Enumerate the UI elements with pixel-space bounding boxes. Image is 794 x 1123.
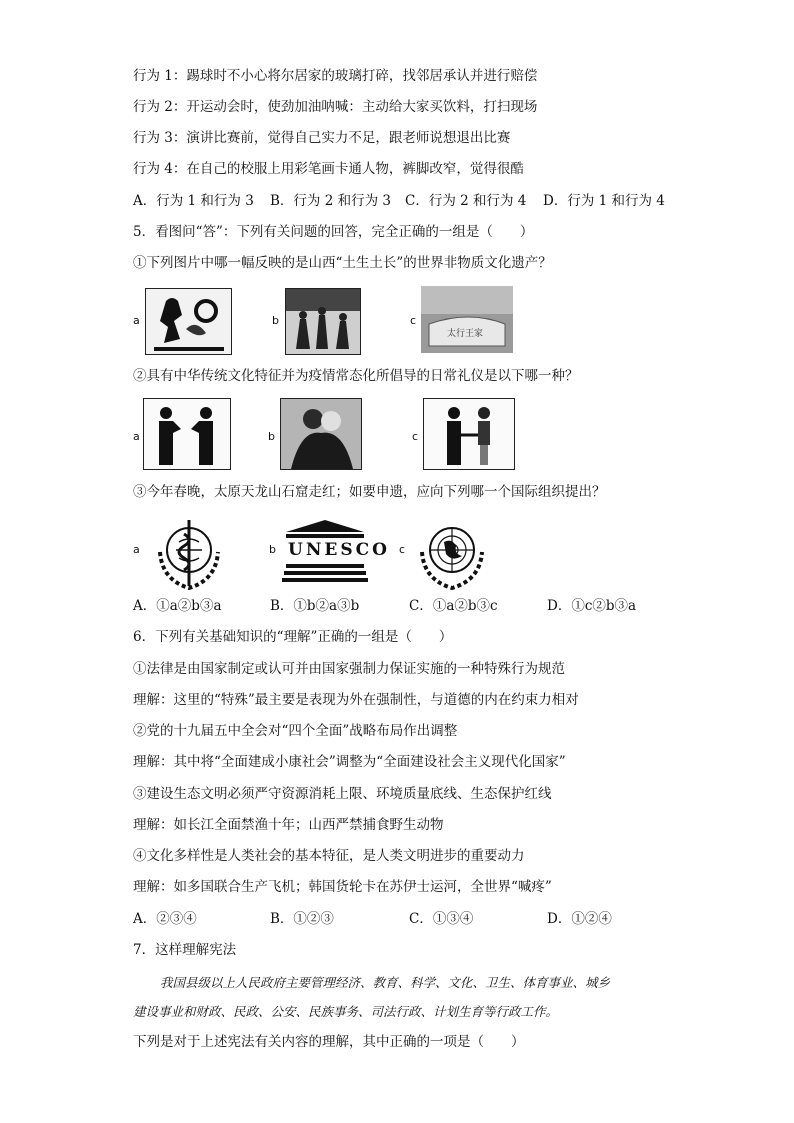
- q6-item4: ④文化多样性是人类社会的基本特征，是人类文明进步的重要动力: [133, 848, 525, 864]
- q5-sub3: ③今年春晚，太原天龙山石窟走红；如要申遗，应向下列哪一个国际组织提出？: [133, 484, 606, 500]
- q6-option-c[interactable]: C．①③④: [409, 911, 474, 927]
- q4-option-b[interactable]: B．行为 2 和行为 3: [270, 193, 391, 209]
- un-emblem-icon: [410, 512, 494, 594]
- unesco-wordmark: UNESCO: [288, 540, 390, 560]
- q7-question: 下列是对于上述宪法有关内容的理解，其中正确的一项是（ ）: [133, 1034, 525, 1050]
- q5-stem: 5．看图问“答”：下列有关问题的回答，完全正确的一组是（ ）: [133, 224, 534, 240]
- q5-sub1: ①下列图片中哪一幅反映的是山西“土生土长”的世界非物质文化遗产？: [133, 255, 552, 271]
- behavior-1: 行为 1：踢球时不小心将尔居家的玻璃打碎，找邻居承认并进行赔偿: [133, 68, 538, 84]
- performers-icon: [286, 289, 360, 354]
- img-label-c2: c: [412, 430, 419, 443]
- q6-item2-understanding: 理解：其中将“全面建成小康社会”调整为“全面建设社会主义现代化国家”: [133, 754, 566, 770]
- q6-item2: ②党的十九届五中全会对“四个全面”战略布局作出调整: [133, 723, 458, 739]
- q6-item3: ③建设生态文明必须严守资源消耗上限、环境质量底线、生态保护红线: [133, 786, 552, 802]
- img-label-b3: b: [269, 543, 276, 556]
- embrace-icon: [281, 399, 361, 469]
- q6-option-b[interactable]: B．①②③: [270, 911, 334, 927]
- stone-tablet-icon: [421, 286, 513, 353]
- bowing-people-icon: [144, 399, 230, 469]
- q7-stem: 7．这样理解宪法: [133, 942, 237, 958]
- q6-option-d[interactable]: D．①②④: [547, 911, 612, 927]
- picture-b-embrace[interactable]: [280, 398, 362, 470]
- q6-item1-understanding: 理解：这里的“特殊”最主要是表现为外在强制性，与道德的内在约束力相对: [133, 692, 579, 708]
- q4-option-c[interactable]: C．行为 2 和行为 4: [405, 193, 527, 209]
- q6-item1: ①法律是由国家制定或认可并由国家强制力保证实施的一种特殊行为规范: [133, 661, 565, 677]
- picture-a-bow-greeting[interactable]: [143, 398, 231, 470]
- img-label-a: a: [133, 314, 140, 327]
- behavior-3: 行为 3：演讲比赛前，觉得自己实力不足，跟老师说想退出比赛: [133, 130, 511, 146]
- picture-c-stone-tablet[interactable]: [421, 286, 513, 353]
- q4-option-d[interactable]: D．行为 1 和行为 4: [543, 193, 665, 209]
- who-emblem-icon: [148, 512, 230, 594]
- q6-item3-understanding: 理解：如长江全面禁渔十年；山西严禁捕食野生动物: [133, 817, 444, 833]
- img-label-b2: b: [268, 430, 275, 443]
- picture-c-handshake[interactable]: [423, 398, 515, 470]
- picture-b-unesco-logo[interactable]: [282, 520, 390, 582]
- picture-c-un-logo[interactable]: [410, 512, 494, 594]
- img-label-b: b: [272, 314, 279, 327]
- q6-item4-understanding: 理解：如多国联合生产飞机；韩国货轮卡在苏伊士运河，全世界“喊疼”: [133, 879, 552, 895]
- picture-a-who-logo[interactable]: [148, 512, 230, 594]
- handshake-icon: [424, 399, 514, 469]
- q6-option-a[interactable]: A．②③④: [133, 911, 197, 927]
- behavior-2: 行为 2：开运动会时，使劲加油呐喊：主动给大家买饮料，打扫现场: [133, 99, 538, 115]
- paper-cut-figure-icon: [146, 289, 231, 354]
- img-label-c3: c: [399, 543, 406, 556]
- img-label-c: c: [410, 314, 417, 327]
- q4-option-a[interactable]: A．行为 1 和行为 3: [133, 193, 254, 209]
- stone-inscription: 太行王家: [447, 329, 484, 339]
- q5-option-a[interactable]: A．①a②b③a: [133, 598, 222, 614]
- img-label-a3: a: [133, 543, 140, 556]
- picture-b-performance[interactable]: [285, 288, 361, 355]
- q6-stem: 6．下列有关基础知识的“理解”正确的一组是（ ）: [133, 629, 453, 645]
- q5-option-b[interactable]: B．①b②a③b: [270, 598, 360, 614]
- behavior-4: 行为 4：在自己的校服上用彩笔画卡通人物，裤脚改窄，觉得很酷: [133, 161, 524, 177]
- picture-a-paper-cut[interactable]: [145, 288, 232, 355]
- img-label-a2: a: [133, 430, 140, 443]
- constitution-quote-line1: 我国县级以上人民政府主要管理经济、教育、科学、文化、卫生、体育事业、城乡: [160, 975, 611, 990]
- q5-sub2: ②具有中华传统文化特征并为疫情常态化所倡导的日常礼仪是以下哪一种？: [133, 368, 579, 384]
- q5-option-c[interactable]: C．①a②b③c: [409, 598, 498, 614]
- q5-option-d[interactable]: D．①c②b③a: [547, 598, 637, 614]
- constitution-quote-line2: 建设事业和财政、民政、公安、民族事务、司法行政、计划生育等行政工作。: [133, 1004, 559, 1019]
